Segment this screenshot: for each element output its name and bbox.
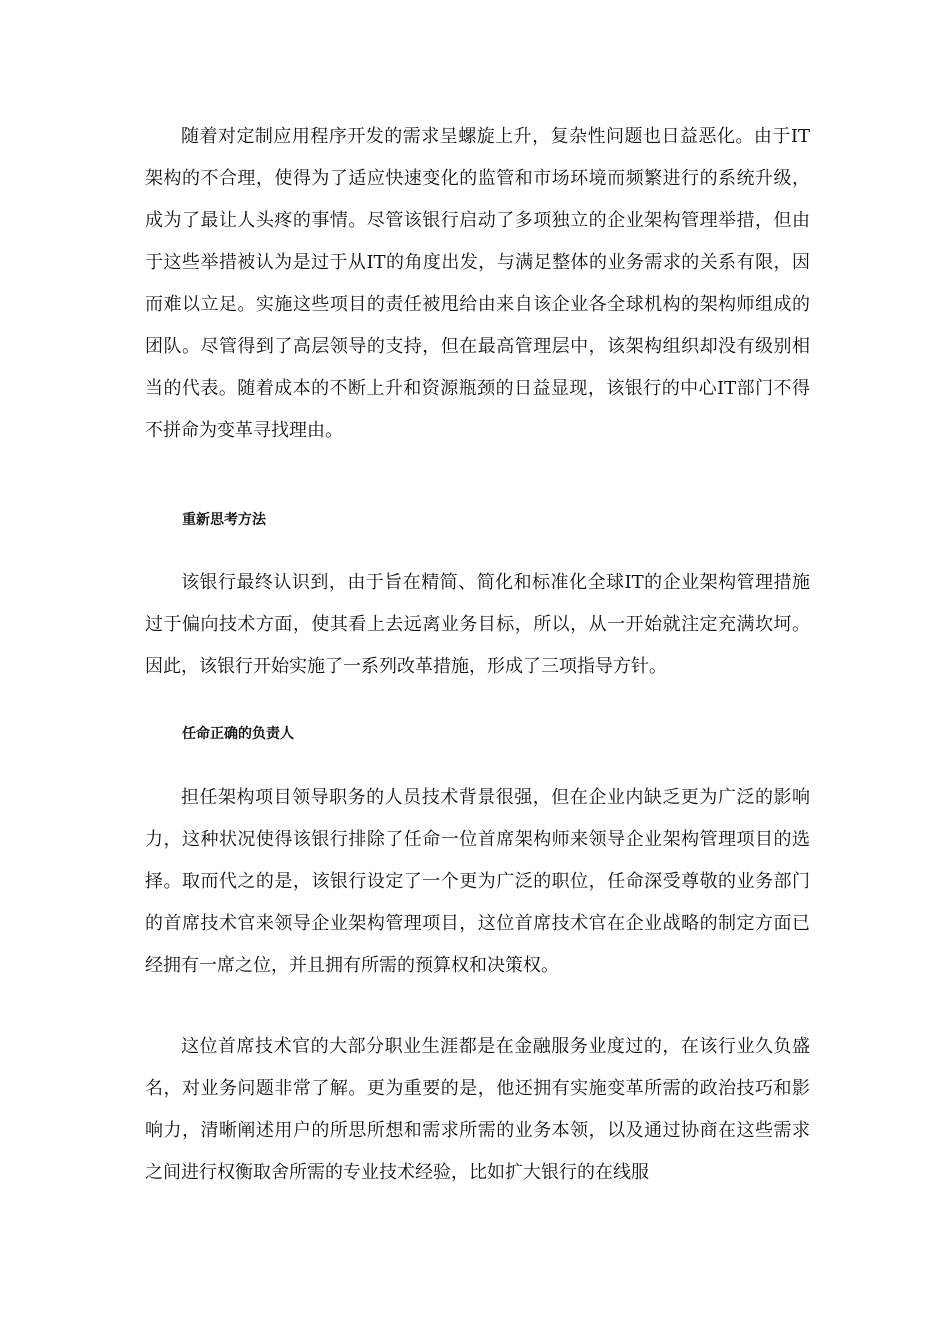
body-paragraph: 该银行最终认识到，由于旨在精简、简化和标准化全球IT的企业架构管理措施过于偏向技术方面，使其看上去远离业务目标，所以，从一开始就注定充满坎坷。因此，该银行开始实施了一系列改革措施，形成了三项指导方针。 [145,572,810,677]
body-paragraph: 担任架构项目领导职务的人员技术背景很强，但在企业内缺乏更为广泛的影响力，这种状况使得该银行排除了任命一位首席架构师来领导企业架构管理项目的选择。取而代之的是，该银行设定了一个更为广泛的职位，任命深受尊敬的业务部门的首席技术官来领导企业架构管理项目，这位首席技术官在企业战略的制定方面已经拥有一席之位，并且拥有所需的预算权和决策权。 [145,787,810,976]
section-heading: 任命正确的负责人 [182,726,294,742]
body-paragraph: 这位首席技术官的大部分职业生涯都是在金融服务业度过的，在该行业久负盛名，对业务问题非常了解。更为重要的是，他还拥有实施变革所需的政治技巧和影响力，清晰阐述用户的所思所想和需求所需的业务本领，以及通过协商在这些需求之间进行权衡取舍所需的专业技术经验，比如扩大银行的在线服 [145,1036,810,1183]
section-heading: 重新思考方法 [182,512,266,528]
body-paragraph: 随着对定制应用程序开发的需求呈螺旋上升，复杂性问题也日益恶化。由于IT架构的不合理，使得为了适应快速变化的监管和市场环境而频繁进行的系统升级，成为了最让人头疼的事情。尽管该银行启动了多项独立的企业架构管理举措，但由于这些举措被认为是过于从IT的角度出发，与满足整体的业务需求的关系有限，因而难以立足。实施这些项目的责任被甩给由来自该企业各全球机构的架构师组成的团队。尽管得到了高层领导的支持，但在最高管理层中，该架构组织却没有级别相当的代表。随着成本的不断上升和资源瓶颈的日益显现，该银行的中心IT部门不得不拼命为变革寻找理由。 [145,126,810,441]
